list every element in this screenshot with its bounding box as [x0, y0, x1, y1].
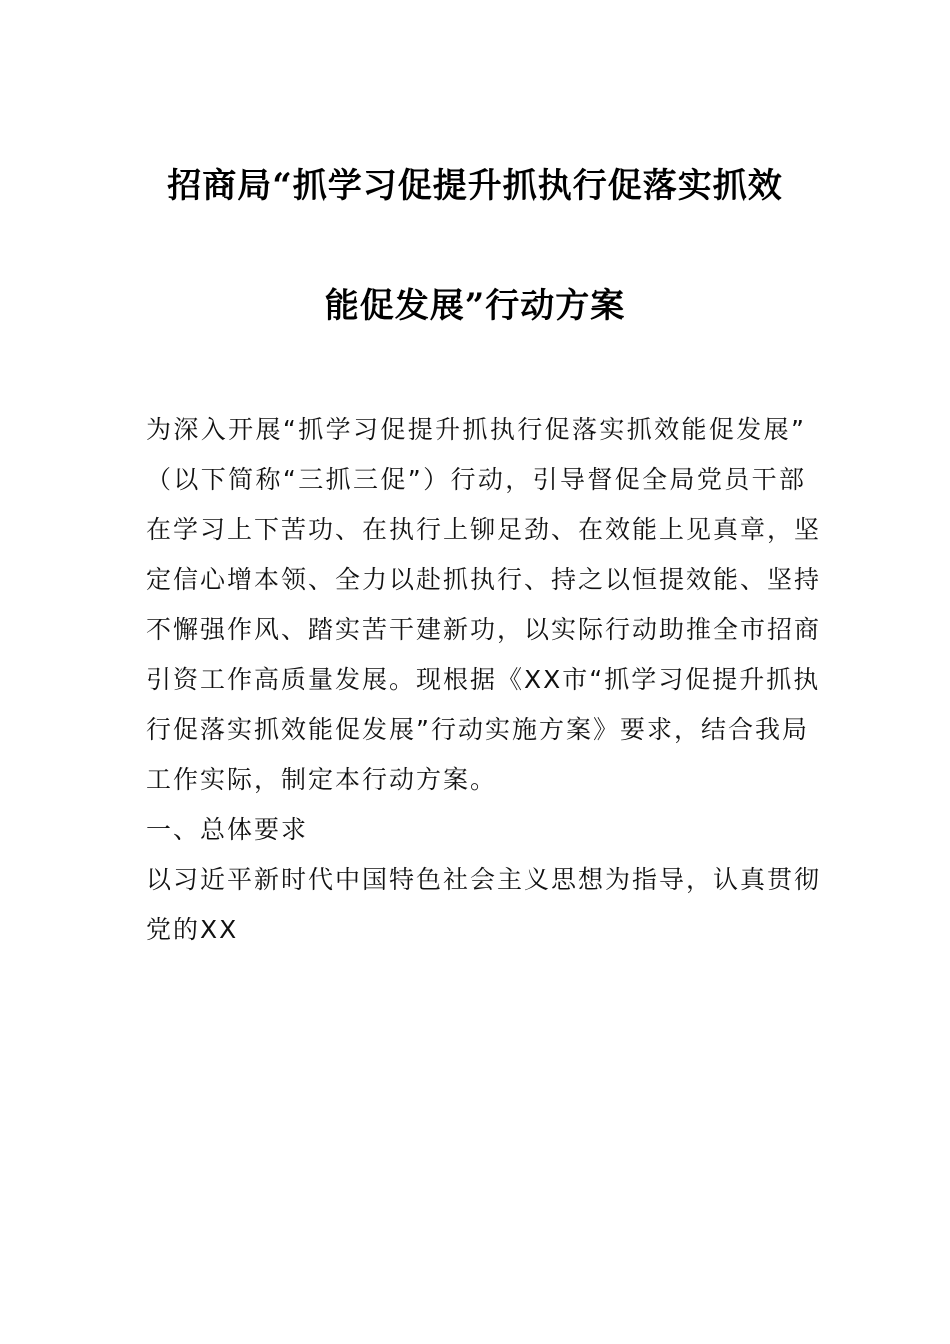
intro-paragraph-line: 行促落实抓效能促发展”行动实施方案》要求，结合我局	[146, 715, 809, 744]
intro-paragraph-line: （以下简称“三抓三促”）行动，引导督促全局党员干部	[146, 465, 806, 494]
document-title-line-2: 能促发展”行动方案	[324, 286, 626, 326]
intro-paragraph-line: 定信心增本领、全力以赴抓执行、持之以恒提效能、坚持	[146, 565, 822, 594]
intro-paragraph-line: 为深入开展“抓学习促提升抓执行促落实抓效能促发展”	[146, 415, 806, 444]
intro-paragraph-line: 工作实际，制定本行动方案。	[146, 765, 498, 794]
section-paragraph-line: 以习近平新时代中国特色社会主义思想为指导，认真贯彻	[146, 865, 822, 894]
document-title-line-1: 招商局“抓学习促提升抓执行促落实抓效	[167, 166, 783, 206]
section-paragraph-line: 党的XX	[146, 915, 239, 944]
intro-paragraph-line: 引资工作高质量发展。现根据《XX市“抓学习促提升抓执	[146, 665, 821, 694]
intro-paragraph-line: 不懈强作风、踏实苦干建新功，以实际行动助推全市招商	[146, 615, 822, 644]
section-heading: 一、总体要求	[146, 815, 309, 844]
intro-paragraph-line: 在学习上下苦功、在执行上铆足劲、在效能上见真章，坚	[146, 515, 822, 544]
